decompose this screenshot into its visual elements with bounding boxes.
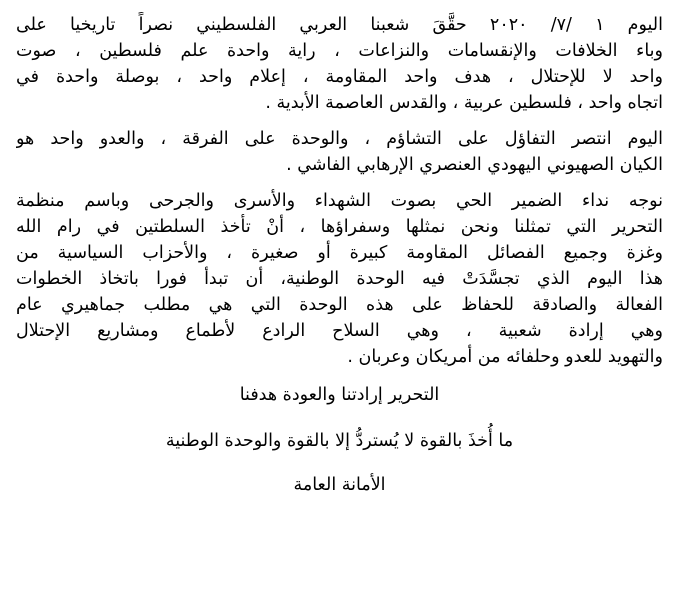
signature-general-secretariat: الأمانة العامة bbox=[293, 475, 386, 495]
text-line: اليوم ١ /٧/ ٢٠٢٠ حقَّقَ شعبنا العربي الفلسطيني نصراً تاريخيا على bbox=[16, 15, 663, 35]
text-line: واحد لا للإحتلال ، هدف واحد المقاومة ، إعلام واحد ، بوصلة واحدة في bbox=[16, 67, 663, 87]
slogan-force: ما أُخذَ بالقوة لا يُستردُّ إلا بالقوة والوحدة الوطنية bbox=[165, 431, 514, 451]
paragraph-3 bbox=[16, 188, 663, 370]
text-line: وباء الخلافات والإنقسامات والنزاعات ، راية واحدة علم فلسطين ، صوت bbox=[16, 41, 663, 61]
text-line: اتجاه واحد ، فلسطين عربية ، والقدس العاصمة الأبدية . bbox=[265, 93, 663, 113]
text-line: وغزة وجميع الفصائل المقاومة كبيرة أو صغيرة ، والأحزاب السياسية من bbox=[16, 243, 663, 263]
text-line: والتهويد للعدو وحلفائه من أمريكان وعربان . bbox=[347, 347, 663, 367]
paragraph-1 bbox=[16, 12, 663, 116]
text-line: وهي إرادة شعبية ، وهي السلاح الرادع لأطماع ومشاريع الإحتلال bbox=[16, 321, 663, 341]
text-line: نوجه نداء الضمير الحي بصوت الشهداء والأسرى والجرحى وباسم منظمة bbox=[16, 191, 663, 211]
text-line: الفعالة والصادقة للحفاظ على هذه الوحدة التي هي مطلب جماهيري عام bbox=[16, 295, 663, 315]
paragraph-2 bbox=[16, 126, 663, 178]
text-line: الكيان الصهيوني اليهودي العنصري الإرهابي الفاشي . bbox=[286, 155, 663, 175]
slogan-liberation: التحرير إرادتنا والعودة هدفنا bbox=[239, 385, 440, 405]
text-line: اليوم انتصر التفاؤل على التشاؤم ، والوحدة على الفرقة ، والعدو واحد هو bbox=[16, 129, 663, 149]
text-line: هذا اليوم الذي تجسَّدَتْ فيه الوحدة الوطنية، أن تبدأ فورا باتخاذ الخطوات bbox=[16, 269, 663, 289]
text-line: التحرير التي تمثلنا ونحن نمثلها وسفراؤها ، أنْ تأخذ السلطتين في رام الله bbox=[16, 217, 663, 237]
